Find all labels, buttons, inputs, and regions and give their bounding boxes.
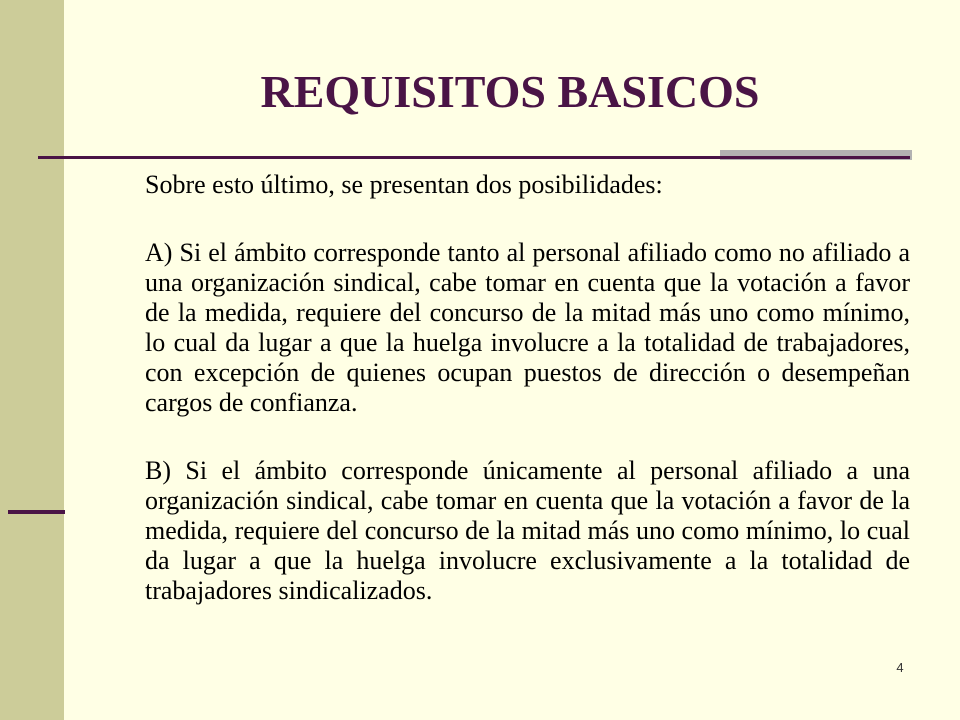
intro-paragraph: Sobre esto último, se presentan dos posibilidades: [145, 170, 663, 199]
slide-body [145, 170, 910, 606]
slide-title: REQUISITOS BASICOS [260, 66, 760, 117]
paragraph-a: A) Si el ámbito corresponde tanto al personal afiliado como no afiliado a una organización sindical, cabe tomar en cuenta que la votación a favor de la medida, requiere del concurso de la mitad más uno como mínimo, lo cual da lugar a que la huelga involucre a la totalidad de trabajadores, con excepción de quienes ocupan puestos de dirección o desempeñan cargos de confianza. [145, 238, 910, 417]
paragraph-b: B) Si el ámbito corresponde únicamente al personal afiliado a una organización sindical, cabe tomar en cuenta que la votación a favor de la medida, requiere del concurso de la mitad más uno como mínimo, lo cual da lugar a que la huelga involucre exclusivamente a la totalidad de trabajadores sindicalizados. [145, 456, 910, 605]
title-rule [38, 156, 910, 159]
side-bar-divider [8, 510, 65, 514]
side-bar-decoration [0, 0, 64, 720]
page-number: 4 [896, 660, 904, 675]
